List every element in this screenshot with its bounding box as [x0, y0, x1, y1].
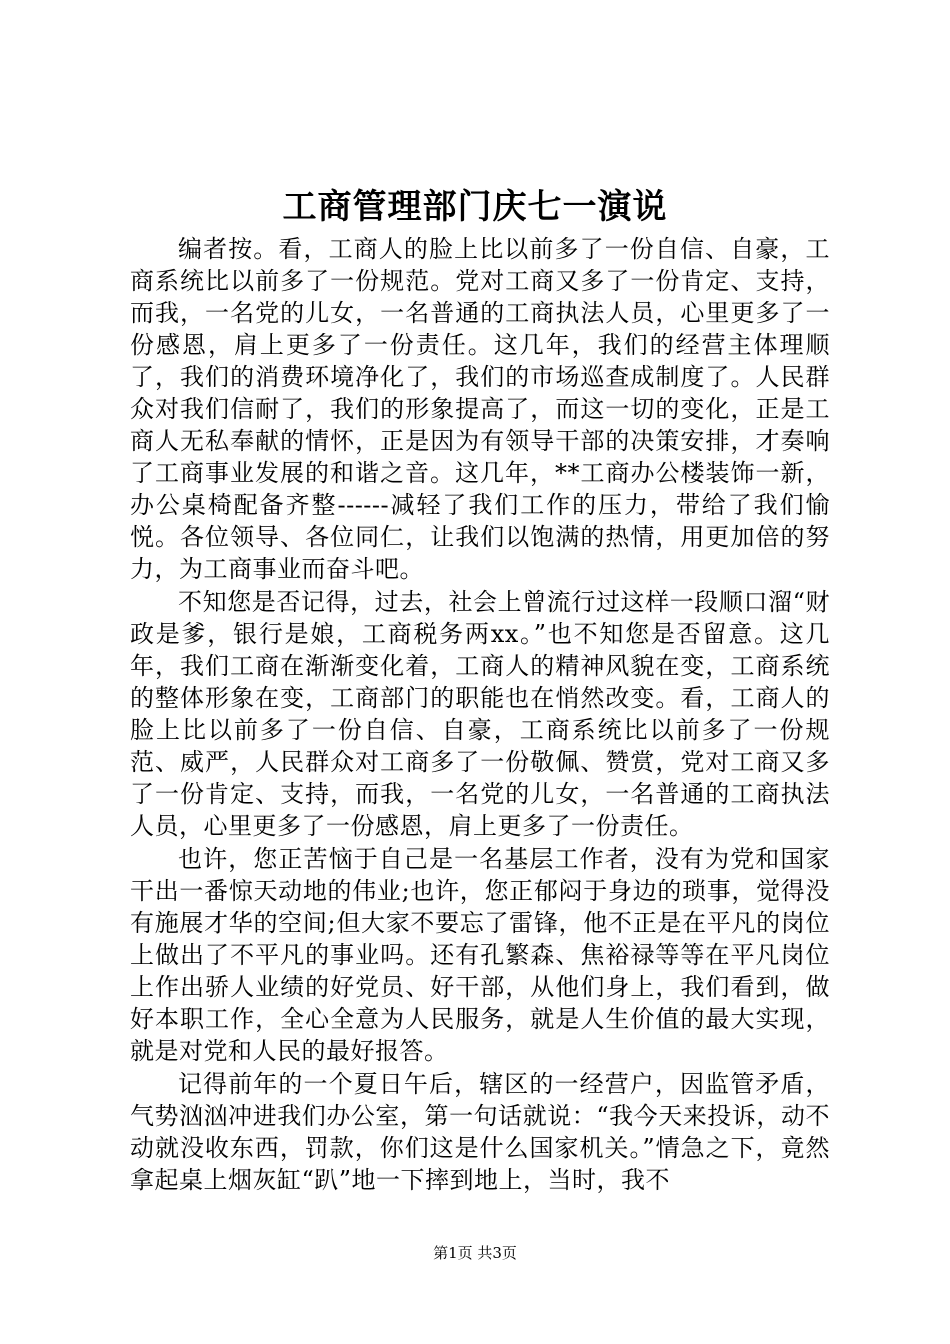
document-title: 工商管理部门庆七一演说 [282, 187, 668, 227]
paragraph-memory: 记得前年的一个夏日午后，辖区的一经营户，因监管矛盾，气势汹汹冲进我们办公室，第一句话就说：“我今天来投诉，动不动就没收东西，罚款，你们这是什么国家机关。”情急之下，竟然拿起桌上烟灰缸“趴”地一下摔到地上，当时，我不 [130, 1070, 830, 1194]
paragraph-saying: 不知您是否记得，过去，社会上曾流行过这样一段顺口溜“财政是爹，银行是娘，工商税务两xx。”也不知您是否留意。这几年，我们工商在渐渐变化着，工商人的精神风貌在变，工商系统的整体形象在变，工商部门的职能也在悄然改变。看，工商人的脸上比以前多了一份自信、自豪，工商系统比以前多了一份规范、威严，人民群众对工商多了一份敬佩、赞赏，党对工商又多了一份肯定、支持，而我，一名党的儿女，一名普通的工商执法人员，心里更多了一份感恩，肩上更多了一份责任。 [130, 588, 830, 840]
paragraph-editor-note: 编者按。看，工商人的脸上比以前多了一份自信、自豪，工商系统比以前多了一份规范。党对工商又多了一份肯定、支持，而我，一名党的儿女，一名普通的工商执法人员，心里更多了一份感恩，肩上更多了一份责任。这几年，我们的经营主体理顺了，我们的消费环境净化了，我们的市场巡查成制度了。人民群众对我们信耐了，我们的形象提高了，而这一切的变化，正是工商人无私奉献的情怀，正是因为有领导干部的决策安排，才奏响了工商事业发展的和谐之音。这几年，**工商办公楼装饰一新，办公桌椅配备齐整------减轻了我们工作的压力，带给了我们愉悦。各位领导、各位同仁，让我们以饱满的热情，用更加倍的努力，为工商事业而奋斗吧。 [130, 235, 830, 583]
paragraph-grassroots: 也许，您正苦恼于自己是一名基层工作者，没有为党和国家干出一番惊天动地的伟业;也许，您正郁闷于身边的琐事，觉得没有施展才华的空间;但大家不要忘了雷锋，他不正是在平凡的岗位上做出了不平凡的事业吗。还有孔繁森、焦裕禄等等在平凡岗位上作出骄人业绩的好党员、好干部，从他们身上，我们看到，做好本职工作，全心全意为人民服务，就是人生价值的最大实现，就是对党和人民的最好报答。 [130, 845, 830, 1065]
document-body [130, 233, 830, 1196]
page-number-footer: 第1页 共3页 [433, 1244, 517, 1262]
